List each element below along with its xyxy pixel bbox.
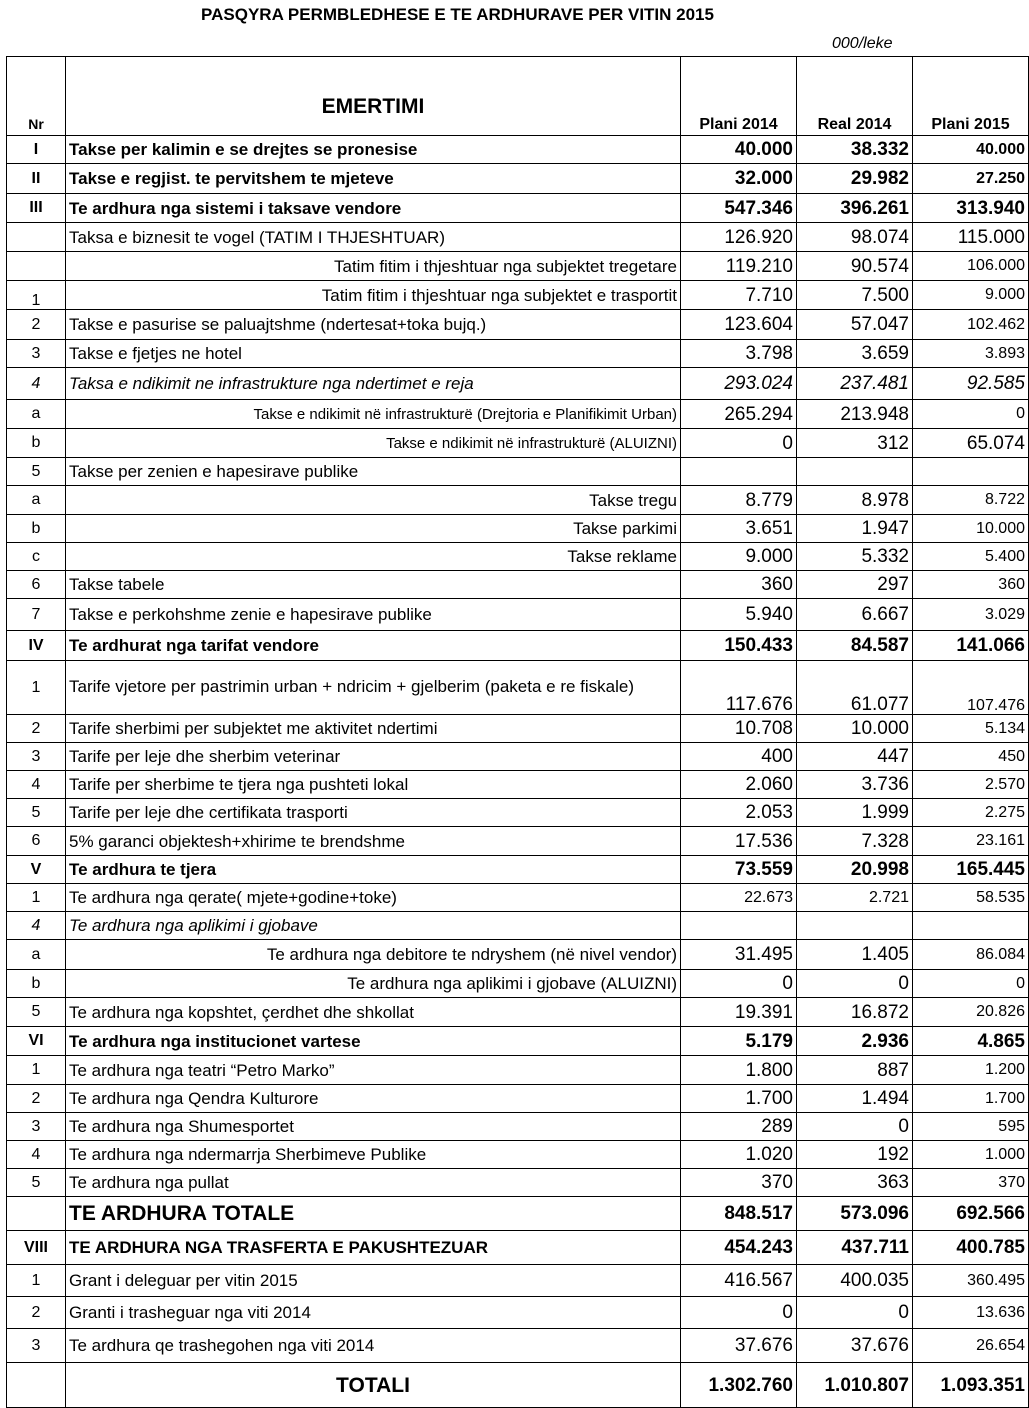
table-row <box>7 340 1029 368</box>
table-row <box>7 799 1029 827</box>
table-row <box>7 1056 1029 1085</box>
table-row <box>7 281 1029 310</box>
value-plan-2015: 450 <box>913 743 1029 771</box>
value-plan-2014 <box>681 912 797 940</box>
table-row <box>7 1027 1029 1056</box>
row-number: 1 <box>7 1265 66 1297</box>
revenue-table <box>6 56 1029 1408</box>
value-plan-2014: 7.710 <box>681 281 797 310</box>
value-plan-2015 <box>913 458 1029 486</box>
value-real-2014 <box>797 458 913 486</box>
row-name: Te ardhura nga ndermarrja Sherbimeve Publike <box>66 1141 681 1169</box>
value-plan-2015: 360 <box>913 571 1029 599</box>
table-row <box>7 223 1029 252</box>
value-plan-2015: 2.570 <box>913 771 1029 799</box>
value-plan-2015 <box>913 912 1029 940</box>
table-row <box>7 856 1029 884</box>
table-row <box>7 599 1029 631</box>
value-plan-2014: 2.060 <box>681 771 797 799</box>
row-number <box>7 1363 66 1408</box>
value-real-2014: 6.667 <box>797 599 913 631</box>
table-row <box>7 661 1029 715</box>
table-row <box>7 429 1029 458</box>
value-plan-2015: 92.585 <box>913 368 1029 400</box>
value-plan-2014: 1.020 <box>681 1141 797 1169</box>
value-real-2014: 98.074 <box>797 223 913 252</box>
value-real-2014: 0 <box>797 1297 913 1329</box>
value-plan-2015: 106.000 <box>913 252 1029 281</box>
value-plan-2014: 9.000 <box>681 543 797 571</box>
table-row <box>7 1265 1029 1297</box>
row-number: a <box>7 940 66 970</box>
value-real-2014: 887 <box>797 1056 913 1085</box>
value-plan-2014: 3.651 <box>681 515 797 543</box>
value-plan-2014: 8.779 <box>681 486 797 515</box>
value-real-2014: 213.948 <box>797 400 913 429</box>
table-row <box>7 771 1029 799</box>
value-plan-2014: 3.798 <box>681 340 797 368</box>
row-name: Takse reklame <box>66 543 681 571</box>
table-row <box>7 631 1029 661</box>
row-name: Tatim fitim i thjeshtuar nga subjektet tregetare <box>66 252 681 281</box>
header-name: EMERTIMI <box>66 57 681 136</box>
value-plan-2015: 8.722 <box>913 486 1029 515</box>
row-name: Tarife per sherbime te tjera nga pushteti lokal <box>66 771 681 799</box>
row-number: 5 <box>7 998 66 1027</box>
value-real-2014: 1.494 <box>797 1085 913 1113</box>
table-row <box>7 136 1029 164</box>
table-row <box>7 368 1029 400</box>
row-name: 5% garanci objektesh+xhirime te brendshme <box>66 827 681 856</box>
row-number: V <box>7 856 66 884</box>
value-plan-2014: 293.024 <box>681 368 797 400</box>
value-plan-2015: 1.000 <box>913 1141 1029 1169</box>
table-row <box>7 884 1029 912</box>
document-title: PASQYRA PERMBLEDHESE E TE ARDHURAVE PER VITIN 2015 <box>201 5 714 24</box>
value-plan-2014: 1.800 <box>681 1056 797 1085</box>
row-number: 7 <box>7 599 66 631</box>
table-row <box>7 715 1029 743</box>
row-number: 3 <box>7 1329 66 1363</box>
value-real-2014: 396.261 <box>797 194 913 223</box>
value-real-2014: 61.077 <box>797 661 913 715</box>
table-row <box>7 1329 1029 1363</box>
table-row <box>7 970 1029 998</box>
row-name: Te ardhura nga pullat <box>66 1169 681 1197</box>
value-plan-2014: 17.536 <box>681 827 797 856</box>
row-name: Te ardhura qe trashegohen nga viti 2014 <box>66 1329 681 1363</box>
value-real-2014: 7.328 <box>797 827 913 856</box>
table-row <box>7 1085 1029 1113</box>
row-name: Te ardhura nga aplikimi i gjobave (ALUIZNI) <box>66 970 681 998</box>
value-plan-2014: 150.433 <box>681 631 797 661</box>
value-plan-2015: 65.074 <box>913 429 1029 458</box>
value-real-2014: 437.711 <box>797 1231 913 1265</box>
value-real-2014: 1.010.807 <box>797 1363 913 1408</box>
value-plan-2014: 40.000 <box>681 136 797 164</box>
table-row <box>7 252 1029 281</box>
table-row <box>7 1141 1029 1169</box>
value-plan-2014: 416.567 <box>681 1265 797 1297</box>
table-row <box>7 515 1029 543</box>
value-real-2014: 192 <box>797 1141 913 1169</box>
value-plan-2014: 0 <box>681 1297 797 1329</box>
value-plan-2014: 0 <box>681 429 797 458</box>
row-number: VI <box>7 1027 66 1056</box>
value-real-2014: 400.035 <box>797 1265 913 1297</box>
row-number: 4 <box>7 1141 66 1169</box>
value-plan-2014: 0 <box>681 970 797 998</box>
row-number: III <box>7 194 66 223</box>
row-number: 4 <box>7 912 66 940</box>
value-plan-2015: 10.000 <box>913 515 1029 543</box>
value-plan-2014: 2.053 <box>681 799 797 827</box>
row-name: TE ARDHURA TOTALE <box>66 1197 681 1231</box>
value-plan-2014: 31.495 <box>681 940 797 970</box>
value-plan-2015: 40.000 <box>913 136 1029 164</box>
row-name: Tarife per leje dhe sherbim veterinar <box>66 743 681 771</box>
row-name: Takse e perkohshme zenie e hapesirave publike <box>66 599 681 631</box>
value-plan-2014: 123.604 <box>681 310 797 340</box>
table-row <box>7 1113 1029 1141</box>
value-real-2014: 90.574 <box>797 252 913 281</box>
value-plan-2015: 400.785 <box>913 1231 1029 1265</box>
table-row <box>7 1169 1029 1197</box>
value-plan-2015: 115.000 <box>913 223 1029 252</box>
value-plan-2015: 86.084 <box>913 940 1029 970</box>
row-number: c <box>7 543 66 571</box>
row-number: 1 <box>7 1056 66 1085</box>
value-plan-2015: 107.476 <box>913 661 1029 715</box>
value-real-2014: 3.736 <box>797 771 913 799</box>
row-number: I <box>7 136 66 164</box>
table-row <box>7 486 1029 515</box>
value-plan-2015: 4.865 <box>913 1027 1029 1056</box>
row-name: Te ardhura nga sistemi i taksave vendore <box>66 194 681 223</box>
value-plan-2015: 2.275 <box>913 799 1029 827</box>
value-real-2014: 57.047 <box>797 310 913 340</box>
value-real-2014: 297 <box>797 571 913 599</box>
value-plan-2014: 360 <box>681 571 797 599</box>
value-plan-2015: 370 <box>913 1169 1029 1197</box>
value-real-2014: 0 <box>797 970 913 998</box>
row-number <box>7 223 66 252</box>
value-real-2014: 237.481 <box>797 368 913 400</box>
table-row <box>7 571 1029 599</box>
value-plan-2015: 9.000 <box>913 281 1029 310</box>
value-plan-2014: 37.676 <box>681 1329 797 1363</box>
value-plan-2015: 5.400 <box>913 543 1029 571</box>
row-number: 3 <box>7 340 66 368</box>
value-plan-2014: 1.700 <box>681 1085 797 1113</box>
value-plan-2014: 454.243 <box>681 1231 797 1265</box>
value-plan-2014: 117.676 <box>681 661 797 715</box>
value-real-2014: 8.978 <box>797 486 913 515</box>
value-plan-2015: 23.161 <box>913 827 1029 856</box>
value-plan-2014: 32.000 <box>681 164 797 194</box>
table-row <box>7 310 1029 340</box>
value-plan-2014: 848.517 <box>681 1197 797 1231</box>
row-name: Taksa e ndikimit ne infrastrukture nga ndertimet e reja <box>66 368 681 400</box>
value-plan-2014: 126.920 <box>681 223 797 252</box>
row-number: II <box>7 164 66 194</box>
row-number: b <box>7 515 66 543</box>
value-plan-2015: 1.200 <box>913 1056 1029 1085</box>
row-name: Tarife sherbimi per subjektet me aktivitet ndertimi <box>66 715 681 743</box>
table-row <box>7 1231 1029 1265</box>
row-name: Tarife per leje dhe certifikata trasporti <box>66 799 681 827</box>
value-plan-2014: 547.346 <box>681 194 797 223</box>
row-number: 2 <box>7 715 66 743</box>
table-row <box>7 998 1029 1027</box>
value-real-2014: 38.332 <box>797 136 913 164</box>
table-row <box>7 1297 1029 1329</box>
row-number: 5 <box>7 458 66 486</box>
row-number <box>7 252 66 281</box>
value-real-2014: 20.998 <box>797 856 913 884</box>
row-name: Te ardhura nga Shumesportet <box>66 1113 681 1141</box>
value-plan-2014: 10.708 <box>681 715 797 743</box>
row-number: b <box>7 429 66 458</box>
row-number: 4 <box>7 771 66 799</box>
row-number: a <box>7 400 66 429</box>
value-real-2014: 2.936 <box>797 1027 913 1056</box>
row-number: 5 <box>7 1169 66 1197</box>
value-plan-2015: 3.893 <box>913 340 1029 368</box>
table-row <box>7 940 1029 970</box>
row-number: IV <box>7 631 66 661</box>
row-name: Takse e ndikimit në infrastrukturë (ALUIZNI) <box>66 429 681 458</box>
row-number: VIII <box>7 1231 66 1265</box>
row-number: 3 <box>7 1113 66 1141</box>
value-real-2014: 16.872 <box>797 998 913 1027</box>
value-plan-2014: 289 <box>681 1113 797 1141</box>
header-plan-2014: Plani 2014 <box>681 57 797 136</box>
value-plan-2015: 595 <box>913 1113 1029 1141</box>
value-plan-2015: 20.826 <box>913 998 1029 1027</box>
value-real-2014 <box>797 912 913 940</box>
row-name: Tarife vjetore per pastrimin urban + ndricim + gjelberim (paketa e re fiskale) <box>66 661 681 715</box>
row-name: Tatim fitim i thjeshtuar nga subjektet e trasportit <box>66 281 681 310</box>
row-number: 1 <box>7 661 66 715</box>
row-name: Grant i deleguar per vitin 2015 <box>66 1265 681 1297</box>
value-real-2014: 0 <box>797 1113 913 1141</box>
row-name: Te ardhura nga qerate( mjete+godine+toke) <box>66 884 681 912</box>
table-row <box>7 543 1029 571</box>
value-plan-2014 <box>681 458 797 486</box>
unit-label: 000/leke <box>832 35 893 52</box>
table-row <box>7 743 1029 771</box>
table-row <box>7 400 1029 429</box>
value-real-2014: 84.587 <box>797 631 913 661</box>
row-name: Takse tregu <box>66 486 681 515</box>
value-real-2014: 1.999 <box>797 799 913 827</box>
value-plan-2015: 26.654 <box>913 1329 1029 1363</box>
value-real-2014: 573.096 <box>797 1197 913 1231</box>
row-name: Takse tabele <box>66 571 681 599</box>
value-real-2014: 363 <box>797 1169 913 1197</box>
value-plan-2015: 692.566 <box>913 1197 1029 1231</box>
value-plan-2014: 370 <box>681 1169 797 1197</box>
value-plan-2014: 5.179 <box>681 1027 797 1056</box>
table-row <box>7 912 1029 940</box>
value-plan-2015: 360.495 <box>913 1265 1029 1297</box>
header-nr: Nr <box>7 57 66 136</box>
row-name: Takse parkimi <box>66 515 681 543</box>
value-real-2014: 29.982 <box>797 164 913 194</box>
row-number <box>7 1197 66 1231</box>
value-plan-2015: 0 <box>913 970 1029 998</box>
row-name: Taksa e biznesit te vogel (TATIM I THJESHTUAR) <box>66 223 681 252</box>
row-name: Te ardhura nga institucionet vartese <box>66 1027 681 1056</box>
row-number: 6 <box>7 571 66 599</box>
value-real-2014: 1.405 <box>797 940 913 970</box>
value-plan-2014: 119.210 <box>681 252 797 281</box>
value-real-2014: 2.721 <box>797 884 913 912</box>
row-number: 5 <box>7 799 66 827</box>
row-name: Te ardhura nga kopshtet, çerdhet dhe shkollat <box>66 998 681 1027</box>
row-number: 2 <box>7 1085 66 1113</box>
table-row <box>7 1363 1029 1408</box>
value-real-2014: 1.947 <box>797 515 913 543</box>
value-plan-2014: 73.559 <box>681 856 797 884</box>
value-real-2014: 10.000 <box>797 715 913 743</box>
value-real-2014: 312 <box>797 429 913 458</box>
row-name: Takse e fjetjes ne hotel <box>66 340 681 368</box>
value-plan-2014: 1.302.760 <box>681 1363 797 1408</box>
row-number: 4 <box>7 368 66 400</box>
value-plan-2014: 22.673 <box>681 884 797 912</box>
row-name: Takse per kalimin e se drejtes se pronesise <box>66 136 681 164</box>
table-row <box>7 194 1029 223</box>
row-name: Takse e regjist. te pervitshem te mjeteve <box>66 164 681 194</box>
row-name: Takse e ndikimit në infrastrukturë (Drejtoria e Planifikimit Urban) <box>66 400 681 429</box>
value-real-2014: 5.332 <box>797 543 913 571</box>
row-number: 6 <box>7 827 66 856</box>
value-plan-2014: 19.391 <box>681 998 797 1027</box>
value-plan-2014: 400 <box>681 743 797 771</box>
value-plan-2015: 102.462 <box>913 310 1029 340</box>
table-row <box>7 458 1029 486</box>
row-name: Te ardhurat nga tarifat vendore <box>66 631 681 661</box>
row-number: b <box>7 970 66 998</box>
header-real-2014: Real 2014 <box>797 57 913 136</box>
value-plan-2014: 265.294 <box>681 400 797 429</box>
value-plan-2015: 13.636 <box>913 1297 1029 1329</box>
row-name: TOTALI <box>66 1363 681 1408</box>
row-name: TE ARDHURA NGA TRASFERTA E PAKUSHTEZUAR <box>66 1231 681 1265</box>
value-plan-2015: 58.535 <box>913 884 1029 912</box>
row-number: 1 <box>7 884 66 912</box>
row-number: 2 <box>7 1297 66 1329</box>
row-number: 3 <box>7 743 66 771</box>
table-row <box>7 1197 1029 1231</box>
row-number: a <box>7 486 66 515</box>
row-name: Te ardhura nga Qendra Kulturore <box>66 1085 681 1113</box>
value-plan-2015: 3.029 <box>913 599 1029 631</box>
value-plan-2015: 1.093.351 <box>913 1363 1029 1408</box>
table-header <box>7 57 1029 136</box>
value-real-2014: 37.676 <box>797 1329 913 1363</box>
value-plan-2014: 5.940 <box>681 599 797 631</box>
row-name: Te ardhura te tjera <box>66 856 681 884</box>
row-name: Takse per zenien e hapesirave publike <box>66 458 681 486</box>
row-number: 1 <box>7 281 66 310</box>
value-plan-2015: 1.700 <box>913 1085 1029 1113</box>
value-plan-2015: 27.250 <box>913 164 1029 194</box>
value-plan-2015: 165.445 <box>913 856 1029 884</box>
value-real-2014: 3.659 <box>797 340 913 368</box>
row-name: Granti i trasheguar nga viti 2014 <box>66 1297 681 1329</box>
row-name: Te ardhura nga debitore te ndryshem (në nivel vendor) <box>66 940 681 970</box>
value-plan-2015: 5.134 <box>913 715 1029 743</box>
value-real-2014: 447 <box>797 743 913 771</box>
row-name: Takse e pasurise se paluajtshme (ndertesat+toka bujq.) <box>66 310 681 340</box>
value-plan-2015: 141.066 <box>913 631 1029 661</box>
value-plan-2015: 0 <box>913 400 1029 429</box>
row-number: 2 <box>7 310 66 340</box>
row-name: Te ardhura nga teatri “Petro Marko” <box>66 1056 681 1085</box>
header-plan-2015: Plani 2015 <box>913 57 1029 136</box>
table-row <box>7 164 1029 194</box>
value-plan-2015: 313.940 <box>913 194 1029 223</box>
value-real-2014: 7.500 <box>797 281 913 310</box>
table-row <box>7 827 1029 856</box>
row-name: Te ardhura nga aplikimi i gjobave <box>66 912 681 940</box>
